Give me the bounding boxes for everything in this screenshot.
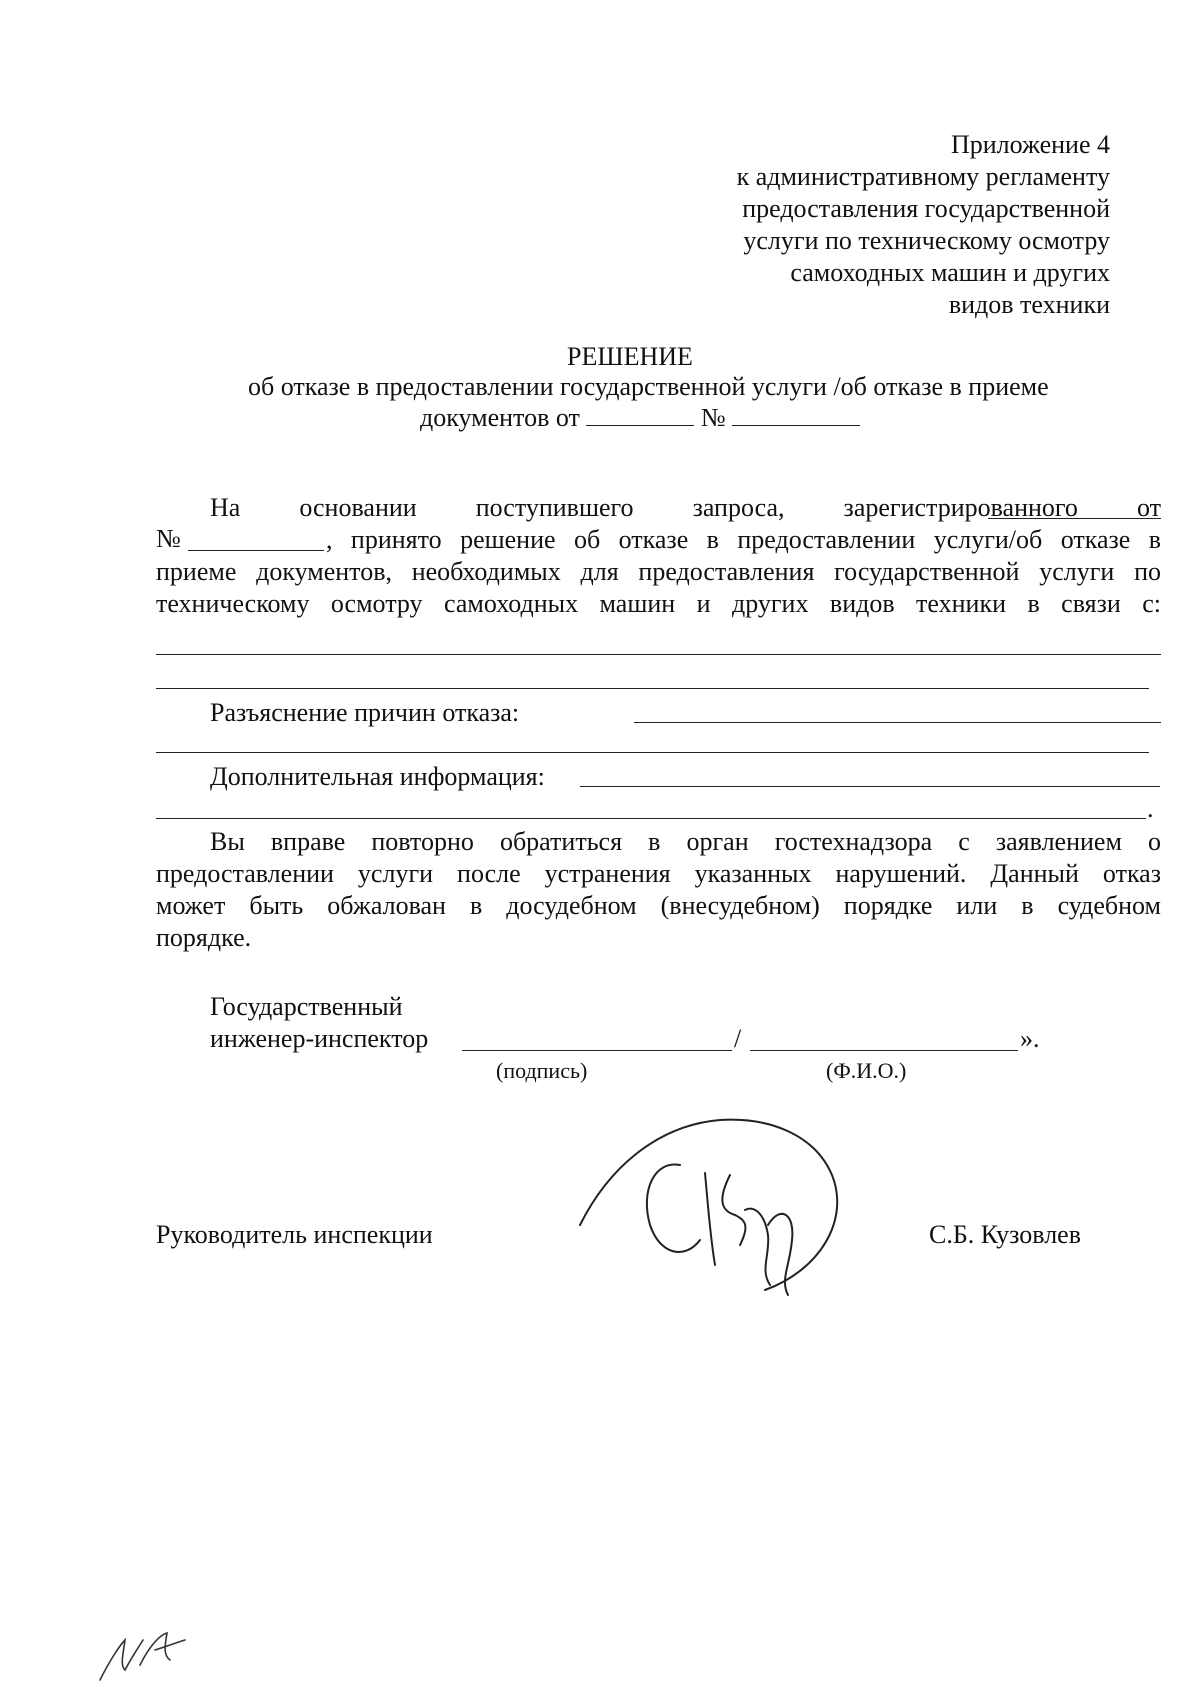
reason-line xyxy=(156,654,1161,655)
document-subtitle-dates xyxy=(420,401,860,435)
initials-mark xyxy=(95,1625,195,1685)
request-date-blank xyxy=(988,518,1161,519)
signature-closing: ». xyxy=(1020,1024,1040,1053)
head-position: Руководитель инспекции xyxy=(156,1220,433,1249)
number-sign: № xyxy=(700,403,726,432)
inspector-title-line2: инженер-инспектор xyxy=(210,1024,429,1053)
paragraph-line: предоставлении услуги после устранения указанных нарушений. Данный отказ xyxy=(156,859,1161,888)
paragraph-basis-cont xyxy=(326,524,1161,556)
appendix-line: предоставления государственной xyxy=(742,194,1110,223)
documents-from-label: документов от xyxy=(420,403,580,432)
inspector-signature-blank xyxy=(462,1050,732,1051)
paragraph-line xyxy=(156,492,1161,524)
paragraph-line: , принято решение об отказе в предоставлении услуги/об отказе в xyxy=(326,525,1161,554)
additional-info-label: Дополнительная информация: xyxy=(210,762,545,791)
refusal-reasons-line xyxy=(156,752,1149,753)
additional-info-period: . xyxy=(1147,794,1154,823)
signature-slash: / xyxy=(734,1024,742,1053)
paragraph-line: порядке. xyxy=(156,923,252,952)
document-title: РЕШЕНИЕ xyxy=(567,342,693,371)
refusal-reasons-label: Разъяснение причин отказа: xyxy=(210,698,520,727)
paragraph-line: может быть обжалован в досудебном (внесудебном) порядке или в судебном xyxy=(156,891,1161,920)
reason-line xyxy=(156,688,1149,689)
additional-info-line xyxy=(156,818,1146,819)
caption-signature: (подпись) xyxy=(496,1058,588,1083)
appendix-line: к административному регламенту xyxy=(736,162,1110,191)
request-basis-text: На основании поступившего запроса, зарегистрированного от xyxy=(210,493,1161,522)
paragraph-appeal xyxy=(156,826,1161,954)
appendix-line: видов техники xyxy=(948,290,1110,319)
number-blank xyxy=(732,401,860,426)
head-name: С.Б. Кузовлев xyxy=(929,1220,1082,1249)
appendix-line: самоходных машин и других xyxy=(790,258,1110,287)
inspector-title-line1: Государственный xyxy=(210,992,403,1021)
paragraph-basis xyxy=(156,492,1161,524)
caption-name: (Ф.И.О.) xyxy=(826,1058,907,1083)
refusal-reasons-blank xyxy=(634,722,1161,723)
paragraph-line: техническому осмотру самоходных машин и других видов техники в связи с: xyxy=(156,589,1161,618)
paragraph-line: приеме документов, необходимых для предоставления государственной услуги по xyxy=(156,557,1161,586)
inspector-name-blank xyxy=(750,1050,1018,1051)
additional-info-blank xyxy=(580,786,1160,787)
date-blank xyxy=(586,401,694,426)
request-number-sign: № xyxy=(156,524,181,553)
document-subtitle: об отказе в предоставлении государственной услуги /об отказе в приеме xyxy=(248,372,1049,401)
appendix-line: Приложение 4 xyxy=(950,130,1110,159)
handwritten-signature xyxy=(570,1105,870,1305)
appendix-line: услуги по техническому осмотру xyxy=(743,226,1110,255)
request-number-blank xyxy=(188,550,324,551)
paragraph-line: Вы вправе повторно обратиться в орган гостехнадзора с заявлением о xyxy=(210,827,1161,856)
paragraph-basis-rest xyxy=(156,556,1161,620)
